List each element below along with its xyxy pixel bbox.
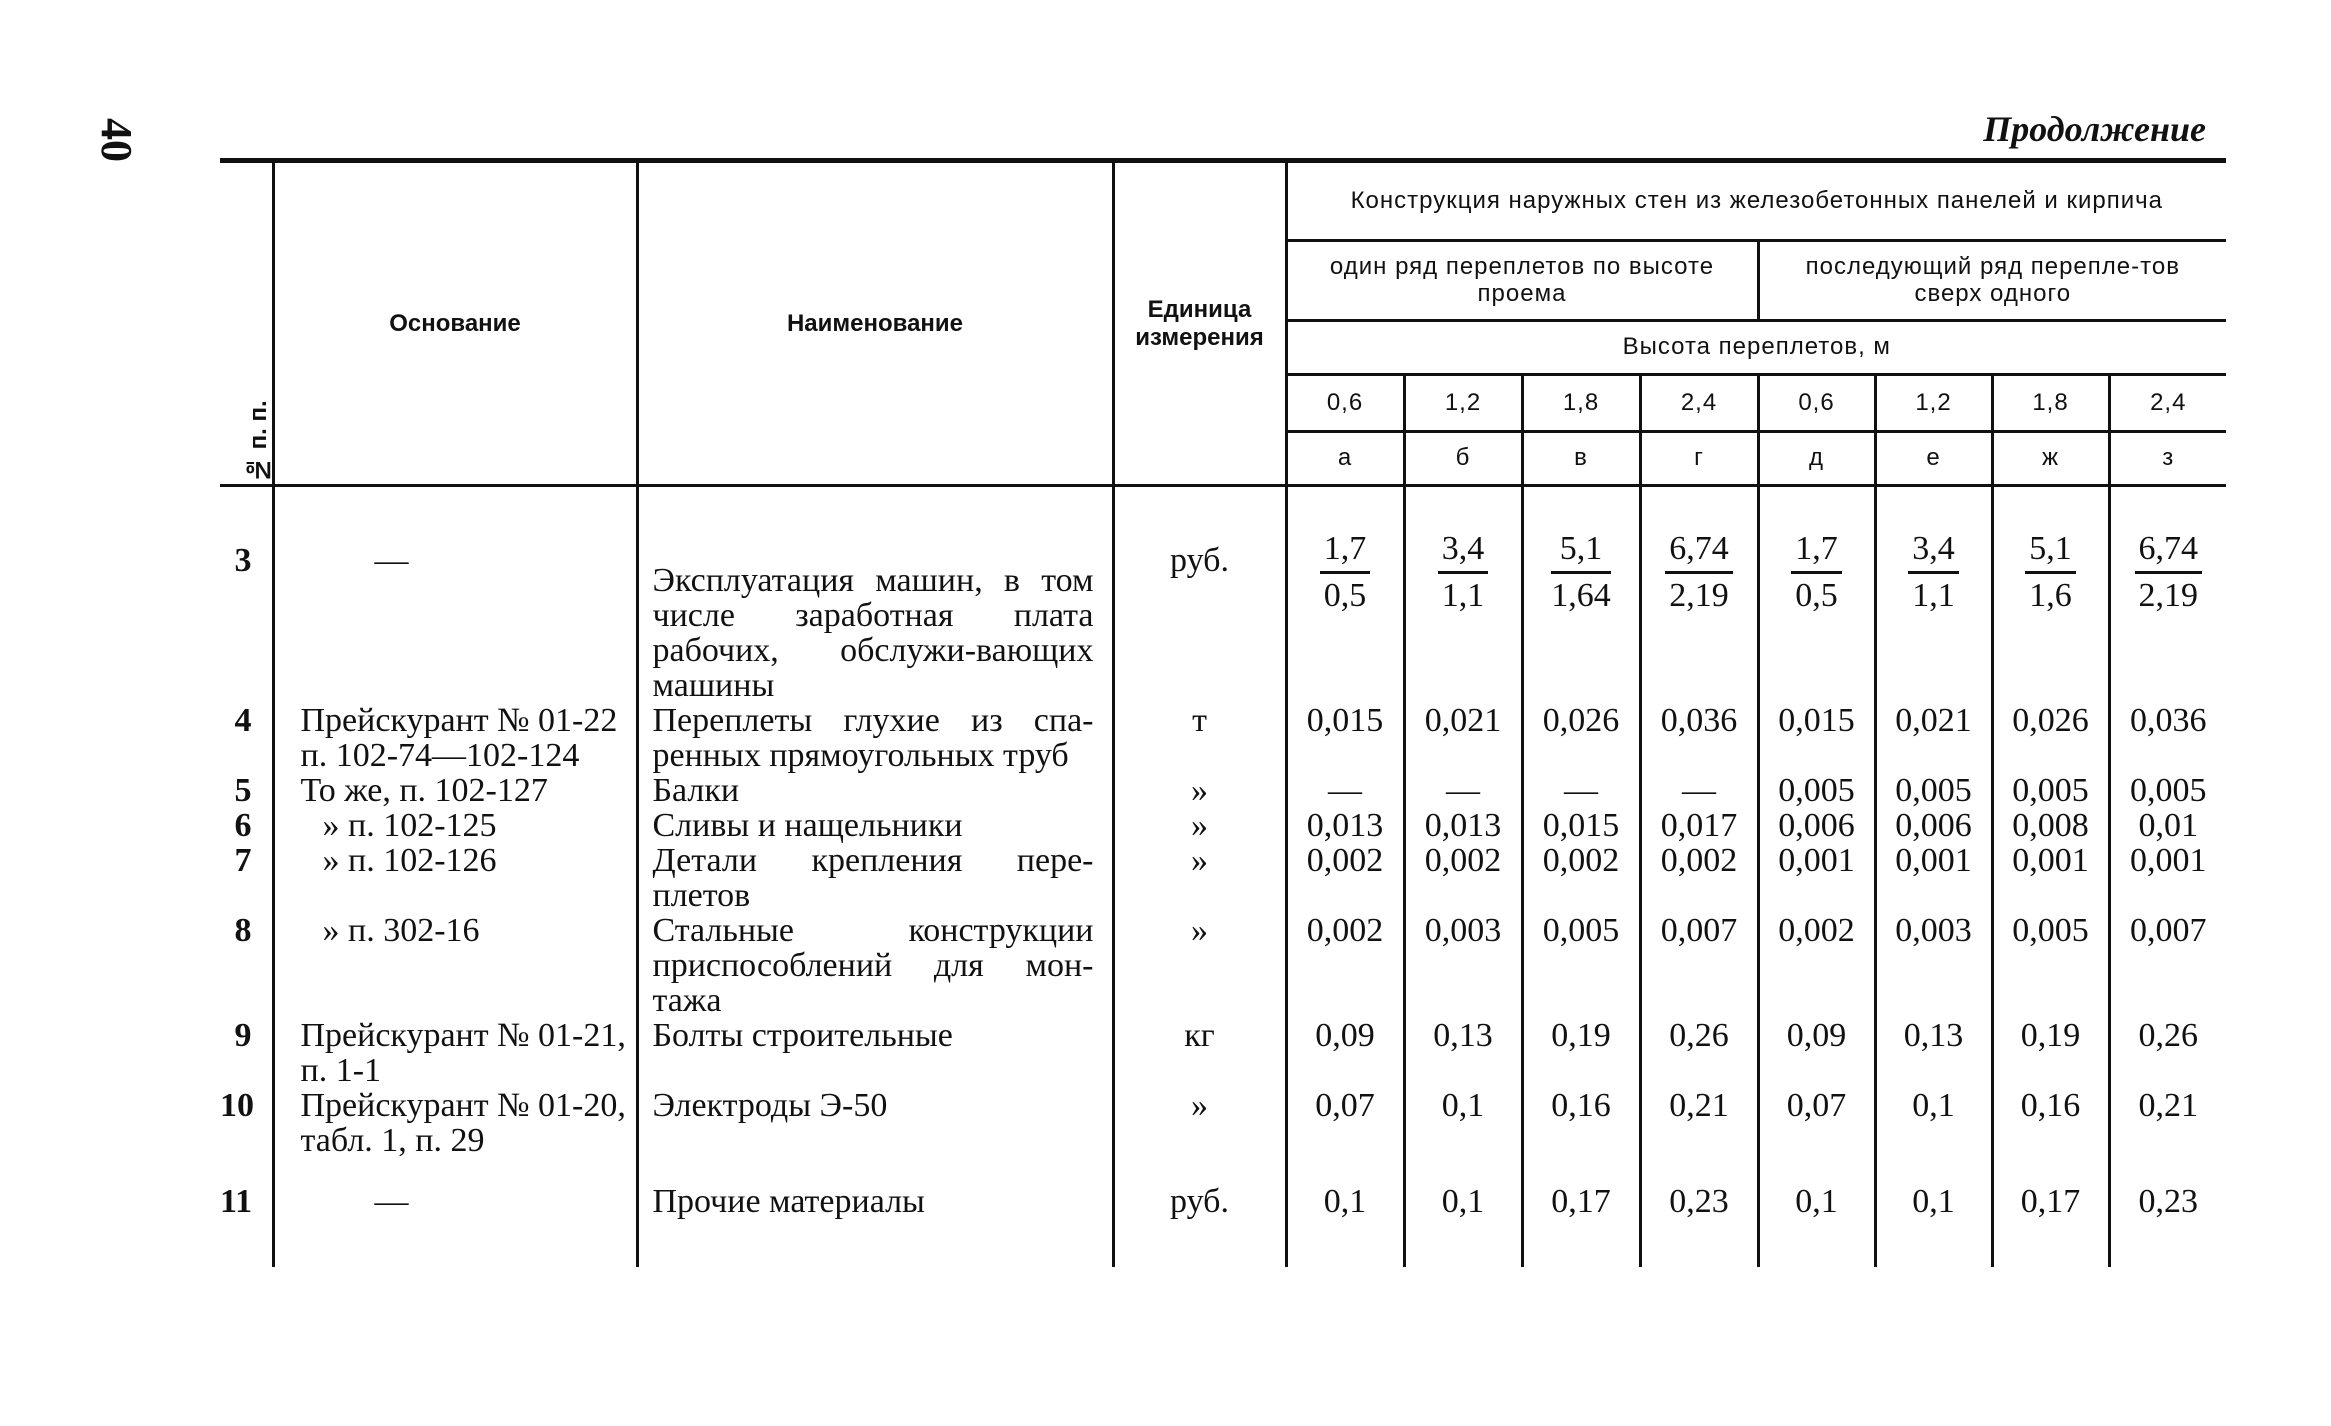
- row-basis: » п. 102-125: [273, 808, 637, 843]
- value-cell: 0,002: [1286, 913, 1404, 1018]
- row-basis: Прейскурант № 01-22 п. 102-74—102-124: [273, 703, 637, 773]
- table-row: [220, 1088, 2226, 1158]
- header-construction: Конструкция наружных стен из железобетонных панелей и кирпича: [1286, 161, 2226, 241]
- value-cell: 0,1: [1758, 1158, 1875, 1267]
- value-cell: 0,015: [1286, 703, 1404, 773]
- value-cell: 0,036: [2109, 703, 2226, 773]
- header-height-value: 2,4: [1640, 375, 1758, 432]
- value-cell: 0,003: [1875, 913, 1992, 1018]
- header-height-value: 0,6: [1758, 375, 1875, 432]
- row-name: Балки: [637, 773, 1113, 808]
- value-cell: 0,1: [1875, 1158, 1992, 1267]
- header-unit: Единица измерения: [1113, 161, 1286, 486]
- header-height-value: 1,2: [1404, 375, 1522, 432]
- value-cell: 0,013: [1404, 808, 1522, 843]
- row-unit: руб.: [1113, 486, 1286, 704]
- value-cell: 0,015: [1522, 808, 1640, 843]
- header-basis: Основание: [273, 161, 637, 486]
- row-number: 6: [234, 807, 252, 844]
- value-cell: 0,021: [1875, 703, 1992, 773]
- row-unit: »: [1113, 913, 1286, 1018]
- value-cell: 0,001: [1875, 843, 1992, 913]
- table-row: [220, 1158, 2226, 1267]
- header-column-letter: г: [1640, 432, 1758, 486]
- header-height-value: 0,6: [1286, 375, 1404, 432]
- value-denominator: 0,5: [1323, 577, 1367, 614]
- value-denominator: 1,64: [1551, 577, 1611, 614]
- value-cell: 0,006: [1758, 808, 1875, 843]
- norms-table: [220, 158, 2205, 1267]
- value-cell: 0,26: [2109, 1018, 2226, 1088]
- value-cell: 0,19: [1522, 1018, 1640, 1088]
- value-denominator: 2,19: [2138, 577, 2199, 614]
- continuation-label: Продолжение: [1983, 109, 2206, 149]
- value-cell: 0,036: [1640, 703, 1758, 773]
- row-number: 11: [220, 1183, 253, 1220]
- value-numerator: 3,4: [1908, 527, 1959, 574]
- value-cell: 0,005: [1992, 913, 2109, 1018]
- value-cell: 0,008: [1992, 808, 2109, 843]
- row-name: Сливы и нащельники: [637, 808, 1113, 843]
- value-cell: 0,01: [2109, 808, 2226, 843]
- row-unit: »: [1113, 773, 1286, 808]
- header-column-letter: в: [1522, 432, 1640, 486]
- value-denominator: 0,5: [1795, 577, 1838, 614]
- row-name: Электроды Э-50: [637, 1088, 1113, 1158]
- row-basis: Прейскурант № 01-21, п. 1-1: [273, 1018, 637, 1088]
- value-numerator: 1,7: [1791, 527, 1842, 574]
- header-height-value: 1,2: [1875, 375, 1992, 432]
- value-cell: 0,001: [2109, 843, 2226, 913]
- value-numerator: 6,74: [2135, 527, 2203, 574]
- value-cell: 0,1: [1286, 1158, 1404, 1267]
- value-cell: [1758, 486, 1875, 704]
- table-row: [220, 703, 2226, 773]
- row-number: 7: [234, 842, 252, 879]
- value-cell: 0,1: [1404, 1158, 1522, 1267]
- value-numerator: 1,7: [1320, 527, 1371, 574]
- header-column-letter: з: [2109, 432, 2226, 486]
- row-unit: »: [1113, 808, 1286, 843]
- value-cell: 0,16: [1992, 1088, 2109, 1158]
- row-number: 8: [234, 912, 252, 949]
- value-cell: [1875, 486, 1992, 704]
- value-cell: 0,005: [1522, 913, 1640, 1018]
- row-unit: »: [1113, 843, 1286, 913]
- value-cell: 0,005: [1992, 773, 2109, 808]
- value-cell: 0,1: [1404, 1088, 1522, 1158]
- table-row: [220, 1018, 2226, 1088]
- value-cell: 0,002: [1286, 843, 1404, 913]
- table-row: [220, 808, 2226, 843]
- table-row: [220, 913, 2226, 1018]
- value-cell: 0,16: [1522, 1088, 1640, 1158]
- header-group-first: один ряд переплетов по высоте проема: [1286, 241, 1758, 321]
- value-cell: 0,005: [2109, 773, 2226, 808]
- value-cell: 0,21: [2109, 1088, 2226, 1158]
- value-cell: 0,021: [1404, 703, 1522, 773]
- value-cell: —: [1286, 773, 1404, 808]
- row-unit: »: [1113, 1088, 1286, 1158]
- row-name: Стальные конструкции приспособлений для мон-тажа: [637, 913, 1113, 1018]
- value-cell: 0,19: [1992, 1018, 2109, 1088]
- value-cell: 0,002: [1404, 843, 1522, 913]
- header-height-value: 1,8: [1992, 375, 2109, 432]
- value-cell: 0,09: [1758, 1018, 1875, 1088]
- value-cell: 0,005: [1758, 773, 1875, 808]
- value-cell: [1286, 486, 1404, 704]
- header-column-letter: д: [1758, 432, 1875, 486]
- row-number: 5: [234, 772, 252, 809]
- header-column-letter: е: [1875, 432, 1992, 486]
- value-cell: 0,17: [1992, 1158, 2109, 1267]
- row-basis: » п. 302-16: [273, 913, 637, 1018]
- row-basis: —: [273, 486, 637, 704]
- header-name: Наименование: [637, 161, 1113, 486]
- row-name: Эксплуатация машин, в том числе заработная плата рабочих, обслужи-вающих машины: [637, 486, 1113, 704]
- row-number: 4: [234, 702, 252, 739]
- value-denominator: 1,1: [1912, 577, 1955, 614]
- value-denominator: 2,19: [1669, 577, 1729, 614]
- row-basis: Прейскурант № 01-20, табл. 1, п. 29: [273, 1088, 637, 1158]
- header-column-letter: ж: [1992, 432, 2109, 486]
- value-cell: 0,001: [1992, 843, 2109, 913]
- table-row: [220, 843, 2226, 913]
- value-cell: 0,005: [1875, 773, 1992, 808]
- value-cell: 0,21: [1640, 1088, 1758, 1158]
- row-basis: » п. 102-126: [273, 843, 637, 913]
- header-column-letter: а: [1286, 432, 1404, 486]
- value-cell: [2109, 486, 2226, 704]
- value-cell: 0,002: [1522, 843, 1640, 913]
- header-height: Высота переплетов, м: [1286, 321, 2226, 375]
- value-cell: 0,026: [1522, 703, 1640, 773]
- value-cell: 0,26: [1640, 1018, 1758, 1088]
- value-cell: —: [1640, 773, 1758, 808]
- page-number: 40: [92, 118, 141, 162]
- value-numerator: 5,1: [1551, 527, 1611, 574]
- value-cell: 0,013: [1286, 808, 1404, 843]
- value-cell: [1640, 486, 1758, 704]
- row-basis: —: [273, 1158, 637, 1267]
- value-cell: 0,13: [1404, 1018, 1522, 1088]
- value-numerator: 3,4: [1438, 527, 1489, 574]
- row-unit: т: [1113, 703, 1286, 773]
- value-cell: 0,007: [1640, 913, 1758, 1018]
- value-cell: 0,007: [2109, 913, 2226, 1018]
- value-cell: 0,07: [1758, 1088, 1875, 1158]
- value-cell: 0,07: [1286, 1088, 1404, 1158]
- row-name: Болты строительные: [637, 1018, 1113, 1088]
- value-cell: 0,23: [1640, 1158, 1758, 1267]
- header-height-value: 2,4: [2109, 375, 2226, 432]
- value-cell: [1404, 486, 1522, 704]
- value-denominator: 1,1: [1441, 577, 1485, 614]
- row-name: Прочие материалы: [637, 1158, 1113, 1267]
- row-unit: руб.: [1113, 1158, 1286, 1267]
- table-row: [220, 486, 2226, 704]
- header-column-letter: б: [1404, 432, 1522, 486]
- value-cell: 0,006: [1875, 808, 1992, 843]
- value-cell: [1992, 486, 2109, 704]
- header-height-value: 1,8: [1522, 375, 1640, 432]
- value-cell: —: [1404, 773, 1522, 808]
- row-number: 10: [220, 1087, 254, 1124]
- row-name: Детали крепления пере-плетов: [637, 843, 1113, 913]
- value-cell: 0,23: [2109, 1158, 2226, 1267]
- row-name: Переплеты глухие из спа-ренных прямоугольных труб: [637, 703, 1113, 773]
- value-cell: 0,001: [1758, 843, 1875, 913]
- value-cell: 0,13: [1875, 1018, 1992, 1088]
- value-cell: 0,026: [1992, 703, 2109, 773]
- row-basis: То же, п. 102-127: [273, 773, 637, 808]
- value-cell: 0,09: [1286, 1018, 1404, 1088]
- header-row-number: № п. п.: [220, 161, 273, 486]
- value-cell: 0,1: [1875, 1088, 1992, 1158]
- row-number: 3: [234, 542, 252, 579]
- row-unit: кг: [1113, 1018, 1286, 1088]
- value-numerator: 6,74: [1665, 527, 1733, 574]
- value-cell: 0,015: [1758, 703, 1875, 773]
- value-cell: 0,002: [1758, 913, 1875, 1018]
- value-cell: [1522, 486, 1640, 704]
- value-numerator: 5,1: [2025, 527, 2076, 574]
- table-row: [220, 773, 2226, 808]
- value-cell: —: [1522, 773, 1640, 808]
- value-denominator: 1,6: [2029, 577, 2072, 614]
- header-group-next: последующий ряд перепле-тов сверх одного: [1758, 241, 2226, 321]
- value-cell: 0,17: [1522, 1158, 1640, 1267]
- value-cell: 0,017: [1640, 808, 1758, 843]
- value-cell: 0,003: [1404, 913, 1522, 1018]
- row-number: 9: [234, 1017, 252, 1054]
- value-cell: 0,002: [1640, 843, 1758, 913]
